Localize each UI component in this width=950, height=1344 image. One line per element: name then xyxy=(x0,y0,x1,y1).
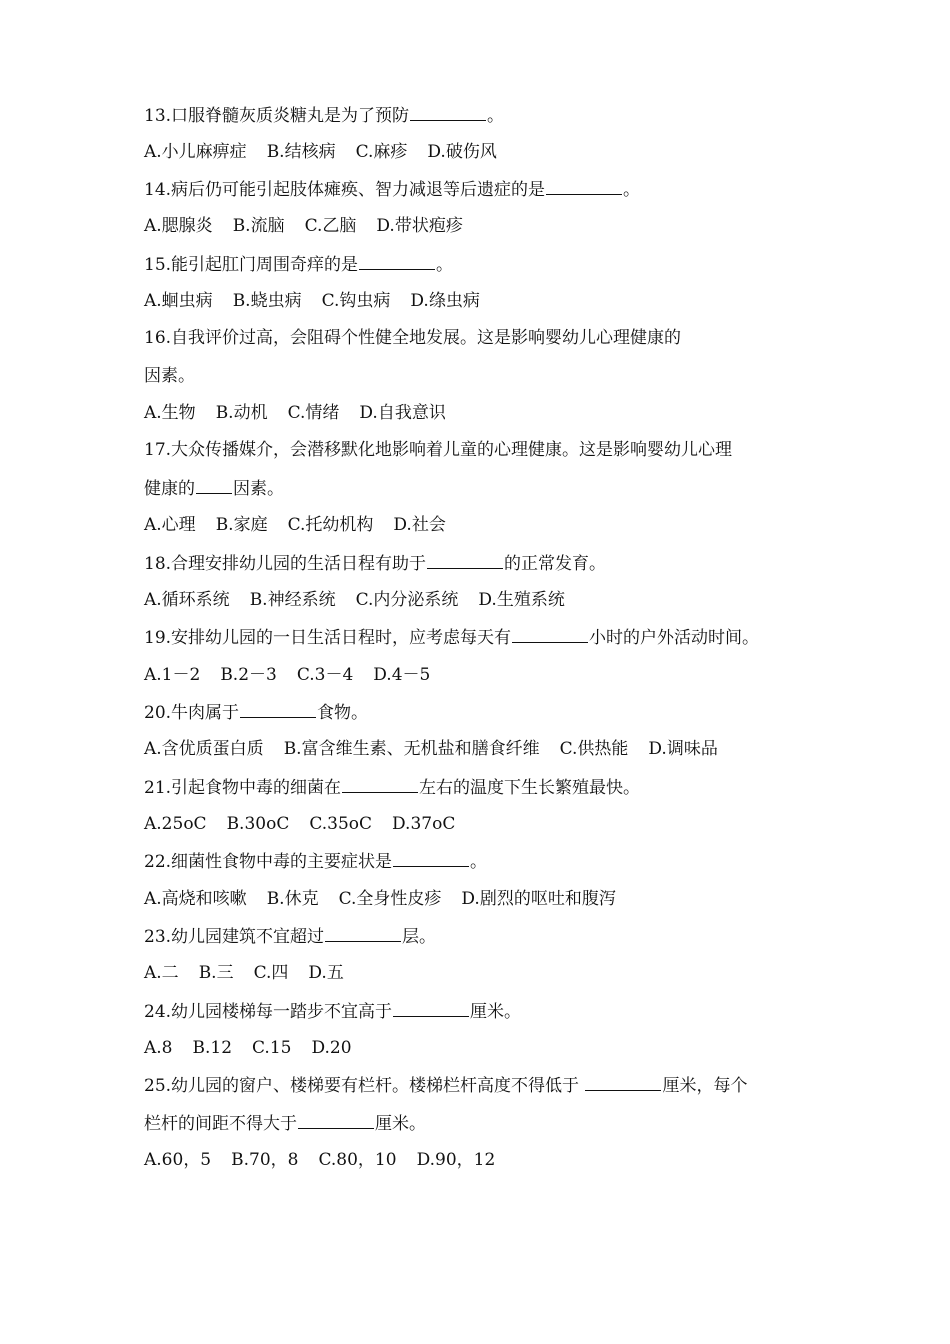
option-b: B.休克 xyxy=(266,889,319,909)
question-text-tail: 食物。 xyxy=(317,703,369,723)
question-text-tail: 厘米。 xyxy=(470,1002,522,1022)
question-25-line-1 xyxy=(144,1074,824,1097)
question-23-options xyxy=(144,962,824,984)
option-b: B.流脑 xyxy=(232,216,285,236)
option-b: B.富含维生素、无机盐和膳食纤维 xyxy=(283,739,540,759)
option-b: B.2－3 xyxy=(220,665,277,685)
question-text: 18.合理安排幼儿园的生活日程有助于 xyxy=(144,554,427,574)
question-17-line-2 xyxy=(144,477,824,500)
answer-blank xyxy=(410,104,486,121)
option-b: B.蛲虫病 xyxy=(232,291,302,311)
question-text: 22.细菌性食物中毒的主要症状是 xyxy=(144,852,393,872)
option-b: B.家庭 xyxy=(215,515,268,535)
question-text: 20.牛肉属于 xyxy=(144,703,240,723)
question-17-options xyxy=(144,514,824,536)
option-c: C.乙脑 xyxy=(304,216,357,236)
option-b: B.30oC xyxy=(226,814,290,834)
question-text-tail: 厘米，每个 xyxy=(662,1076,748,1096)
question-23-line-1 xyxy=(144,925,824,948)
answer-blank xyxy=(427,552,503,569)
option-d: D.带状疱疹 xyxy=(376,216,463,236)
question-20-line-1 xyxy=(144,701,824,724)
option-a: A.8 xyxy=(144,1038,173,1058)
option-d: D.绦虫病 xyxy=(410,291,480,311)
option-d: D.剧烈的呕吐和腹泻 xyxy=(461,889,616,909)
question-22-options xyxy=(144,888,824,910)
option-a: A.生物 xyxy=(144,403,196,423)
question-text-tail: 。 xyxy=(623,180,641,200)
question-text: 19.安排幼儿园的一日生活日程时，应考虑每天有 xyxy=(144,628,512,648)
option-b: B.神经系统 xyxy=(249,590,336,610)
option-d: D.90，12 xyxy=(416,1150,496,1170)
option-d: D.37oC xyxy=(392,814,456,834)
question-18-line-1 xyxy=(144,552,824,575)
question-15-line-1 xyxy=(144,253,824,276)
answer-blank xyxy=(240,701,316,718)
option-d: D.20 xyxy=(311,1038,352,1058)
option-d: D.五 xyxy=(308,963,344,983)
question-text: 21.引起食物中毒的细菌在 xyxy=(144,778,342,798)
question-14-line-1 xyxy=(144,178,824,201)
answer-blank xyxy=(393,1000,469,1017)
question-text-tail: 左右的温度下生长繁殖最快。 xyxy=(419,778,641,798)
option-a: A.小儿麻痹症 xyxy=(144,142,247,162)
question-text: 25.幼儿园的窗户、楼梯要有栏杆。楼梯栏杆高度不得低于 xyxy=(144,1076,585,1096)
question-25-line-2 xyxy=(144,1112,824,1135)
option-b: B.结核病 xyxy=(266,142,336,162)
question-24-line-1 xyxy=(144,1000,824,1023)
option-c: C.15 xyxy=(252,1038,292,1058)
question-text-tail: 小时的户外活动时间。 xyxy=(589,628,760,648)
question-text: 24.幼儿园楼梯每一踏步不宜高于 xyxy=(144,1002,393,1022)
option-d: D.调味品 xyxy=(648,739,718,759)
question-19-options xyxy=(144,664,824,686)
answer-blank xyxy=(359,253,435,270)
answer-blank xyxy=(512,626,588,643)
option-a: A.二 xyxy=(144,963,179,983)
question-16-line-2 xyxy=(144,365,824,387)
question-21-line-1 xyxy=(144,776,824,799)
option-a: A.高烧和咳嗽 xyxy=(144,889,247,909)
option-a: A.含优质蛋白质 xyxy=(144,739,264,759)
option-c: C.四 xyxy=(253,963,289,983)
option-d: D.自我意识 xyxy=(359,403,446,423)
option-a: A.腮腺炎 xyxy=(144,216,213,236)
option-a: A.循环系统 xyxy=(144,590,230,610)
question-text: 13.口服脊髓灰质炎糖丸是为了预防 xyxy=(144,106,410,126)
option-c: C.内分泌系统 xyxy=(355,590,459,610)
question-17-line-1 xyxy=(144,439,824,461)
question-text: 23.幼儿园建筑不宜超过 xyxy=(144,927,325,947)
answer-blank xyxy=(196,477,232,494)
question-text-tail: 因素。 xyxy=(233,479,284,499)
question-text: 16.自我评价过高，会阻碍个性健全地发展。这是影响婴幼儿心理健康的 xyxy=(144,328,682,348)
option-c: C.托幼机构 xyxy=(287,515,374,535)
answer-blank xyxy=(585,1074,661,1091)
question-15-options xyxy=(144,290,824,312)
option-d: D.破伤风 xyxy=(427,142,497,162)
option-c: C.麻疹 xyxy=(355,142,408,162)
question-text-tail: 。 xyxy=(436,255,454,275)
question-24-options xyxy=(144,1037,824,1059)
option-c: C.全身性皮疹 xyxy=(338,889,442,909)
option-c: C.供热能 xyxy=(559,739,629,759)
question-13-line-1 xyxy=(144,104,824,127)
option-a: A.蛔虫病 xyxy=(144,291,213,311)
question-20-options xyxy=(144,738,824,760)
question-text: 17.大众传播媒介，会潜移默化地影响着儿童的心理健康。这是影响婴幼儿心理 xyxy=(144,440,733,460)
option-b: B.70，8 xyxy=(231,1150,299,1170)
question-text: 健康的 xyxy=(144,479,195,499)
question-14-options xyxy=(144,215,824,237)
question-text: 15.能引起肛门周围奇痒的是 xyxy=(144,255,359,275)
option-a: A.1－2 xyxy=(144,665,201,685)
question-22-line-1 xyxy=(144,850,824,873)
option-b: B.12 xyxy=(192,1038,233,1058)
option-c: C.80，10 xyxy=(318,1150,397,1170)
answer-blank xyxy=(325,925,401,942)
option-a: A.60，5 xyxy=(144,1150,212,1170)
question-text-tail: 厘米。 xyxy=(375,1114,426,1134)
question-text: 栏杆的间距不得大于 xyxy=(144,1114,297,1134)
option-a: A.25oC xyxy=(144,814,207,834)
question-21-options xyxy=(144,813,824,835)
question-text-tail: 。 xyxy=(470,852,488,872)
answer-blank xyxy=(393,850,469,867)
option-c: C.钩虫病 xyxy=(321,291,391,311)
question-16-line-1 xyxy=(144,327,824,349)
option-d: D.社会 xyxy=(393,515,446,535)
option-d: D.4－5 xyxy=(373,665,431,685)
answer-blank xyxy=(298,1112,374,1129)
question-text: 因素。 xyxy=(144,366,195,386)
option-a: A.心理 xyxy=(144,515,196,535)
question-13-options xyxy=(144,141,824,163)
question-25-options xyxy=(144,1149,824,1171)
option-c: C.35oC xyxy=(309,814,373,834)
question-19-line-1 xyxy=(144,626,824,649)
question-text-tail: 的正常发育。 xyxy=(504,554,607,574)
question-16-options xyxy=(144,402,824,424)
answer-blank xyxy=(342,776,418,793)
option-c: C.3－4 xyxy=(296,665,354,685)
option-b: B.动机 xyxy=(215,403,268,423)
question-text: 14.病后仍可能引起肢体瘫痪、智力减退等后遗症的是 xyxy=(144,180,546,200)
option-c: C.情绪 xyxy=(287,403,340,423)
question-text-tail: 。 xyxy=(487,106,505,126)
question-text-tail: 层。 xyxy=(402,927,437,947)
option-d: D.生殖系统 xyxy=(478,590,565,610)
answer-blank xyxy=(546,178,622,195)
question-18-options xyxy=(144,589,824,611)
option-b: B.三 xyxy=(198,963,234,983)
